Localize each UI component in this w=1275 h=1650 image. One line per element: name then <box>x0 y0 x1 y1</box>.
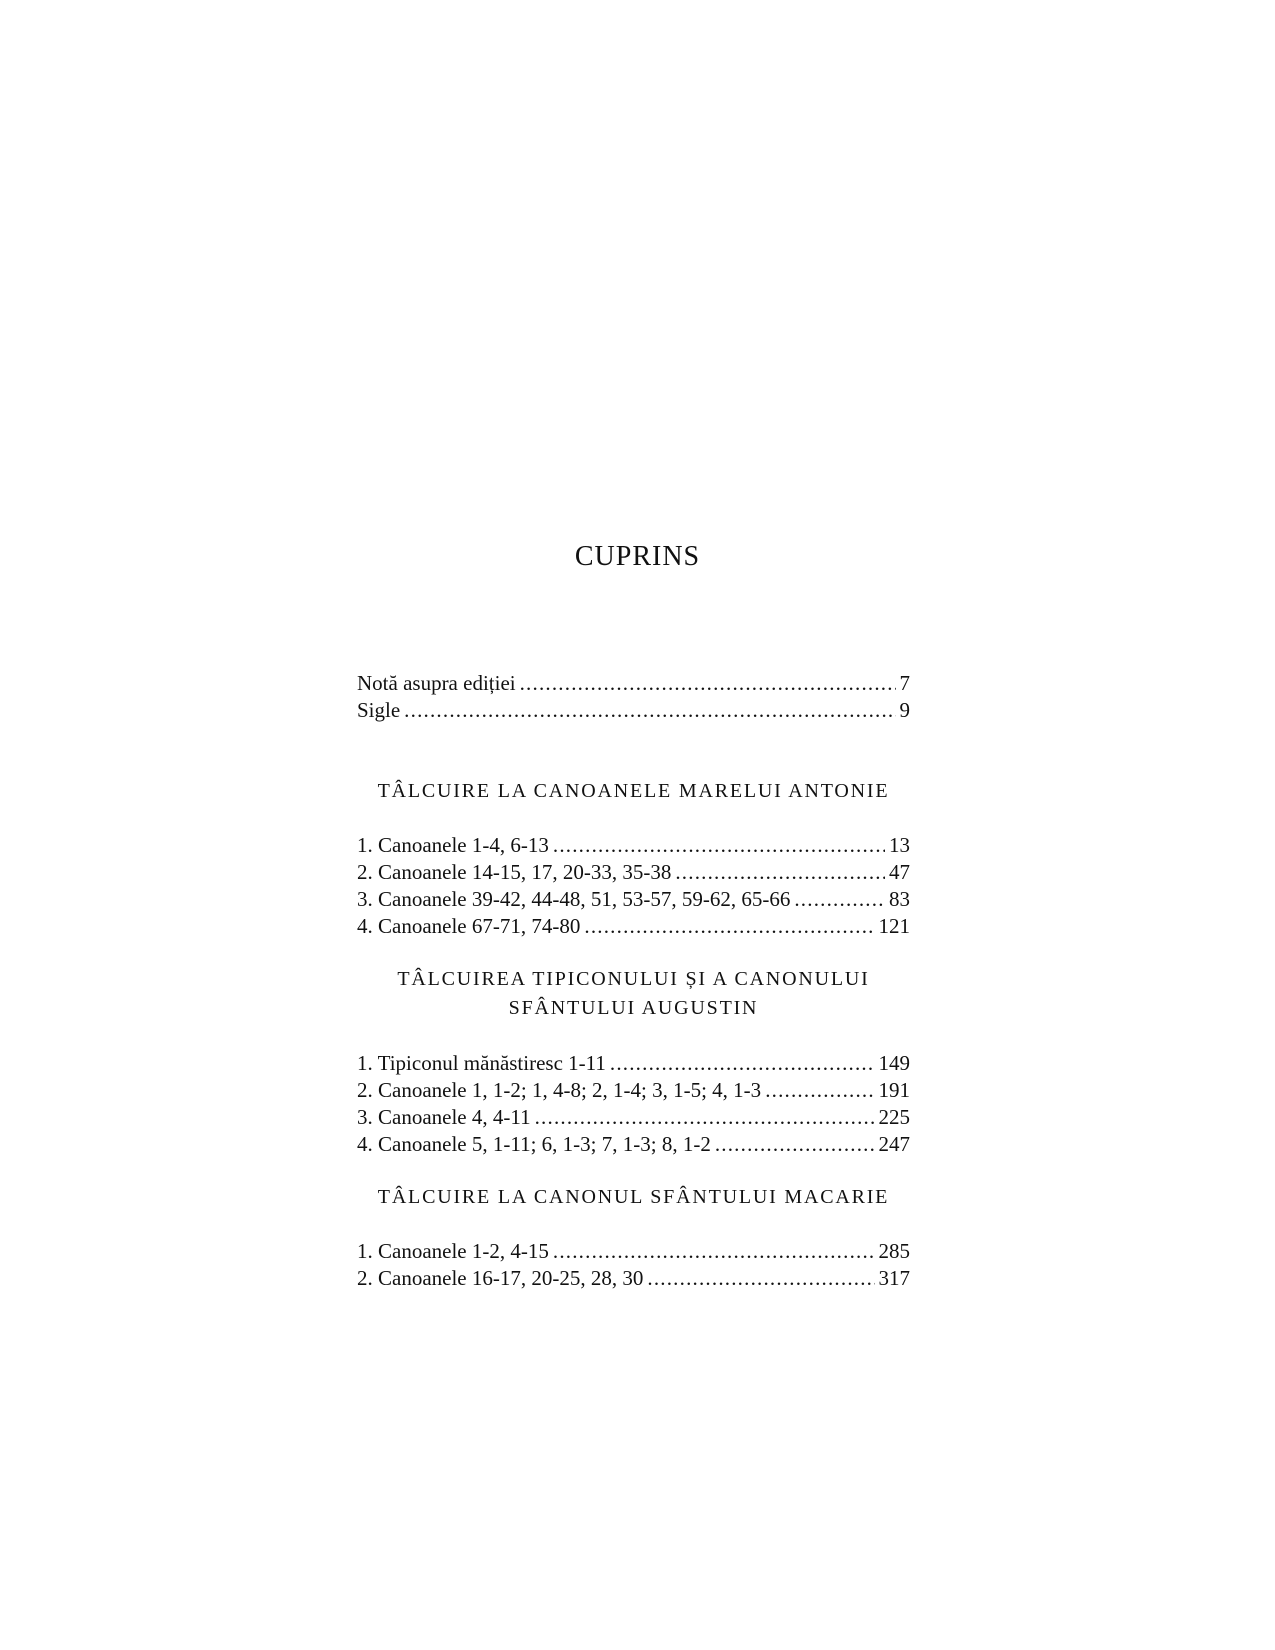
dot-leader <box>765 1077 874 1104</box>
toc-entry[interactable] <box>357 913 910 940</box>
toc-entry-page: 7 <box>899 671 910 695</box>
dot-leader <box>535 1104 875 1131</box>
section-entries <box>357 832 910 940</box>
dot-leader <box>520 670 896 697</box>
dot-leader <box>584 913 874 940</box>
toc-entry-label: 3. Canoanele 39-42, 44-48, 51, 53-57, 59-62, 65-66 <box>357 887 791 911</box>
toc-entry[interactable] <box>357 832 910 859</box>
toc-entry-page: 225 <box>878 1105 910 1129</box>
toc-entry-label: 4. Canoanele 5, 1-11; 6, 1-3; 7, 1-3; 8, 1-2 <box>357 1132 711 1156</box>
dot-leader <box>647 1265 874 1292</box>
section-heading: TÂLCUIRE LA CANOANELE MARELUI ANTONIE <box>377 780 890 802</box>
toc-entry-page: 317 <box>878 1266 910 1290</box>
section-heading: TÂLCUIRE LA CANONUL SFÂNTULUI MACARIE <box>377 1186 890 1208</box>
section-heading <box>357 965 910 1023</box>
toc-entry-page: 47 <box>889 860 910 884</box>
toc-entry-page: 285 <box>878 1239 910 1263</box>
toc-entry-label: 2. Canoanele 16-17, 20-25, 28, 30 <box>357 1266 644 1290</box>
dot-leader <box>610 1050 875 1077</box>
toc-entry-page: 121 <box>878 914 910 938</box>
toc-entry-label: 1. Tipiconul mănăstiresc 1-11 <box>357 1051 606 1075</box>
toc-entry[interactable] <box>357 1077 910 1104</box>
toc-entry[interactable] <box>357 697 910 724</box>
toc-entry-label: Notă asupra ediției <box>357 671 516 695</box>
section-heading-line: TÂLCUIREA TIPICONULUI ȘI A CANONULUI <box>397 968 870 990</box>
toc-entry-label: 2. Canoanele 1, 1-2; 1, 4-8; 2, 1-4; 3, 1-5; 4, 1-3 <box>357 1078 762 1102</box>
toc-entry-label: 2. Canoanele 14-15, 17, 20-33, 35-38 <box>357 860 672 884</box>
front-matter-list <box>357 670 910 724</box>
section-heading-line: SFÂNTULUI AUGUSTIN <box>508 997 759 1019</box>
toc-entry-page: 13 <box>889 833 910 857</box>
toc-entry-label: Sigle <box>357 698 401 722</box>
dot-leader <box>404 697 895 724</box>
toc-entry-page: 9 <box>899 698 910 722</box>
toc-entry[interactable] <box>357 1050 910 1077</box>
toc-entry-label: 3. Canoanele 4, 4-11 <box>357 1105 531 1129</box>
dot-leader <box>794 886 885 913</box>
toc-entry-label: 1. Canoanele 1-4, 6-13 <box>357 833 549 857</box>
section-entries <box>357 1238 910 1292</box>
toc-entry[interactable] <box>357 1265 910 1292</box>
toc-entry[interactable] <box>357 859 910 886</box>
toc-entry-page: 149 <box>878 1051 910 1075</box>
toc-entry[interactable] <box>357 1131 910 1158</box>
toc-entry-page: 247 <box>878 1132 910 1156</box>
toc-entry-page: 83 <box>889 887 910 911</box>
toc-entry-label: 4. Canoanele 67-71, 74-80 <box>357 914 581 938</box>
toc-entry-page: 191 <box>878 1078 910 1102</box>
toc-entry[interactable] <box>357 1104 910 1131</box>
dot-leader <box>553 832 885 859</box>
toc-entry-label: 1. Canoanele 1-2, 4-15 <box>357 1239 549 1263</box>
dot-leader <box>553 1238 875 1265</box>
toc-entry[interactable] <box>357 886 910 913</box>
dot-leader <box>715 1131 875 1158</box>
dot-leader <box>675 859 885 886</box>
toc-entry[interactable] <box>357 670 910 697</box>
section-entries <box>357 1050 910 1158</box>
page-title: CUPRINS <box>574 541 701 572</box>
toc-entry[interactable] <box>357 1238 910 1265</box>
